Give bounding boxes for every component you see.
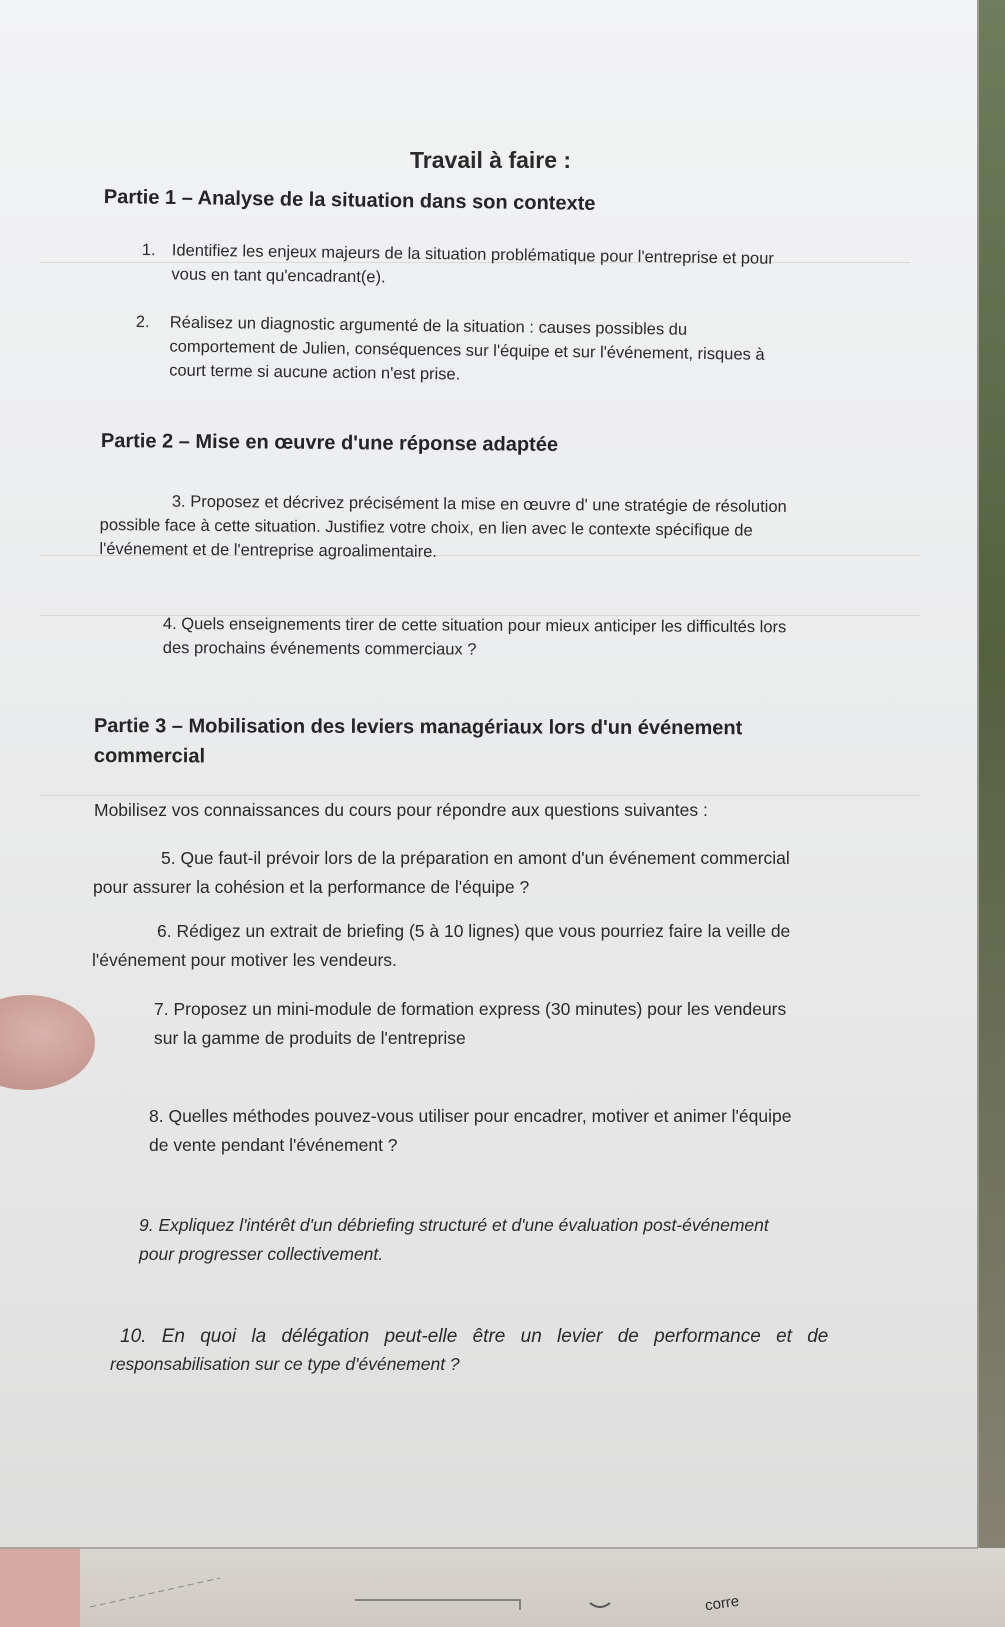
- part2-heading: Partie 2 – Mise en œuvre d'une réponse adaptée: [100, 430, 559, 456]
- question-1-line-2: vous en tant qu'encadrant(e).: [171, 265, 386, 287]
- question-6-line-1: 6. Rédigez un extrait de briefing (5 à 10 lignes) que vous pourriez faire la veille de: [157, 921, 791, 941]
- question-3-line-2: possible face à cette situation. Justifiez votre choix, en lien avec le contexte spécifique de: [99, 515, 753, 540]
- question-8-line-2: de vente pendant l'événement ?: [149, 1135, 398, 1155]
- part1-heading: Partie 1 – Analyse de la situation dans son contexte: [103, 186, 596, 215]
- show-through-line: [40, 795, 920, 796]
- background-object: [0, 1548, 80, 1627]
- underlying-page-text: corre: [703, 1592, 741, 1615]
- question-3-line-1: 3. Proposez et décrivez précisément la mise en œuvre d' une stratégie de résolution: [171, 492, 787, 516]
- question-10-line-2: responsabilisation sur ce type d'événement ?: [110, 1354, 460, 1374]
- part3-intro: Mobilisez vos connaissances du cours pour répondre aux questions suivantes :: [94, 800, 708, 820]
- question-2-line-2: comportement de Julien, conséquences sur l'équipe et sur l'événement, risques à: [169, 337, 765, 364]
- question-4-line-2: des prochains événements commerciaux ?: [162, 638, 477, 659]
- question-5-line-2: pour assurer la cohésion et la performance de l'équipe ?: [93, 877, 530, 897]
- question-1-number: 1.: [141, 240, 156, 260]
- question-9-line-1: 9. Expliquez l'intérêt d'un débriefing structuré et d'une évaluation post-événement: [139, 1215, 769, 1235]
- question-9-line-2: pour progresser collectivement.: [139, 1244, 384, 1264]
- page-title: Travail à faire :: [410, 147, 572, 173]
- question-7-line-2: sur la gamme de produits de l'entreprise: [154, 1028, 466, 1048]
- question-5-line-1: 5. Que faut-il prévoir lors de la préparation en amont d'un événement commercial: [161, 848, 790, 868]
- question-7-line-1: 7. Proposez un mini-module de formation express (30 minutes) pour les vendeurs: [154, 999, 787, 1019]
- question-2-line-3: court terme si aucune action n'est prise.: [169, 361, 461, 384]
- question-10-line-1: 10. En quoi la délégation peut-elle être un levier de performance et de: [120, 1326, 829, 1347]
- question-3-line-3: l'événement et de l'entreprise agroalimentaire.: [99, 539, 437, 561]
- question-1-line-1: Identifiez les enjeux majeurs de la situation problématique pour l'entreprise et pour: [171, 241, 774, 268]
- underlying-page: [0, 1548, 1005, 1627]
- question-4-line-1: 4. Quels enseignements tirer de cette situation pour mieux anticiper les difficultés lors: [162, 614, 787, 637]
- part3-heading-line-2: commercial: [93, 744, 206, 768]
- question-8-line-1: 8. Quelles méthodes pouvez-vous utiliser pour encadrer, motiver et animer l'équipe: [149, 1106, 792, 1126]
- question-2-number: 2.: [135, 312, 150, 332]
- background-strip: [978, 0, 1005, 1627]
- part3-heading-line-1: Partie 3 – Mobilisation des leviers managériaux lors d'un événement: [93, 715, 743, 740]
- question-6-line-2: l'événement pour motiver les vendeurs.: [92, 950, 397, 970]
- question-2-line-1: Réalisez un diagnostic argumenté de la situation : causes possibles du: [169, 313, 688, 339]
